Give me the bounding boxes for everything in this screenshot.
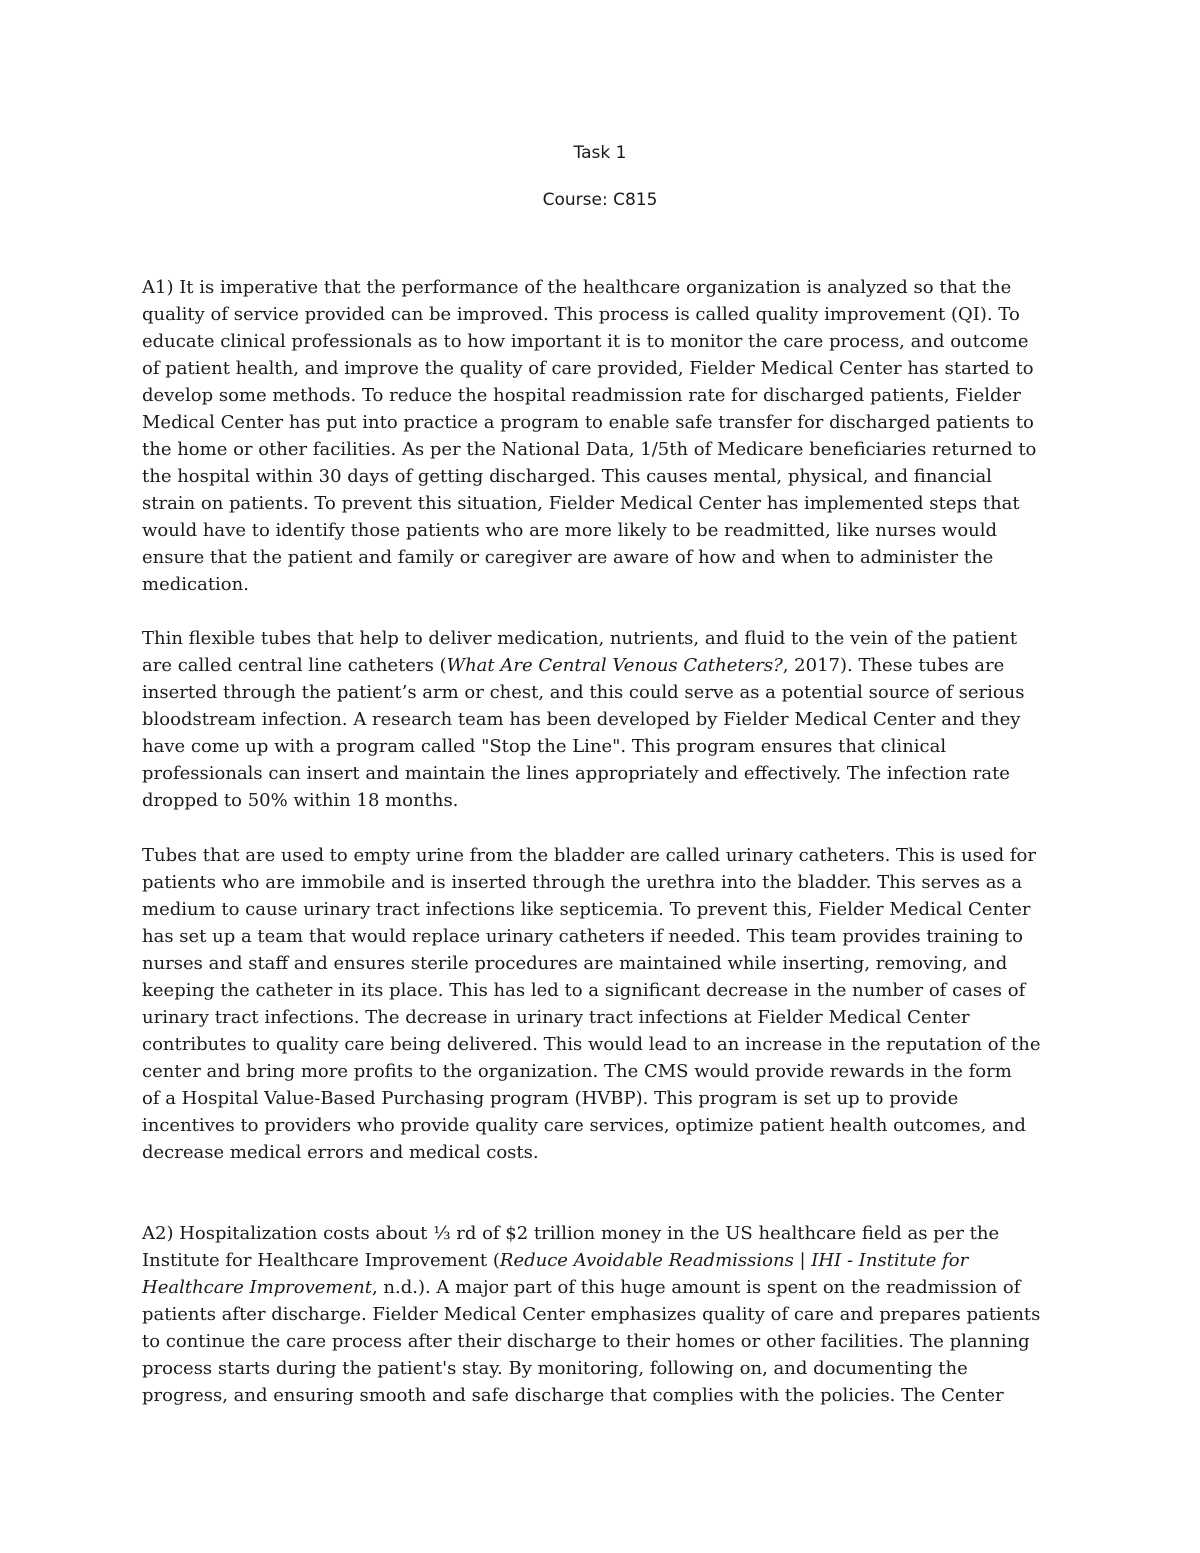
section-a1: [142, 274, 1062, 598]
course-label: Course: C815: [542, 190, 658, 210]
paragraph-a2: [142, 1220, 1062, 1409]
citation-title: Reduce Avoidable Readmissions | IHI - Institute for Healthcare Improvement: [142, 1250, 969, 1298]
paragraph-text: , n.d.). A major part of this huge amount is spent on the readmission of patients after discharge. Fielder Medical Center emphasizes quality of care and prepares patients to continue the care process after their discharge to their homes or other facilities. The planning process starts during the patient's stay. By monitoring, following on, and documenting the progress, and ensuring smooth and safe discharge that complies with the policies. The Center: [142, 1277, 1041, 1406]
section-a2: [142, 1220, 1062, 1409]
citation-title: What Are Central Venous Catheters?: [446, 655, 783, 676]
paragraph-text: Thin flexible tubes that help to deliver medication, nutrients, and fluid to the vein of the patient are called central line catheters (: [142, 628, 1018, 676]
section-urinary-catheters: [142, 842, 1062, 1166]
paragraph-urinary-catheters: Tubes that are used to empty urine from the bladder are called urinary catheters. This is used for patients who are immobile and is inserted through the urethra into the bladder. This serves as a medium to cause urinary tract infections like septicemia. To prevent this, Fielder Medical Center has set up a team that would replace urinary catheters if needed. This team provides training to nurses and staff and ensures sterile procedures are maintained while inserting, removing, and keeping the catheter in its place. This has led to a significant decrease in the number of cases of urinary tract infections. The decrease in urinary tract infections at Fielder Medical Center contributes to quality care being delivered. This would lead to an increase in the reputation of the center and bring more profits to the organization. The CMS would provide rewards in the form of a Hospital Value-Based Purchasing program (HVBP). This program is set up to provide incentives to providers who provide quality care services, optimize patient health outcomes, and decrease medical errors and medical costs.: [142, 845, 1041, 1163]
paragraph-text: , 2017). These tubes are inserted through the patient’s arm or chest, and this could serve as a potential source of serious bloodstream infection. A research team has been developed by Fielder Medical Center and they have come up with a program called "Stop the Line". This program ensures that clinical professionals can insert and maintain the lines appropriately and effectively. The infection rate dropped to 50% within 18 months.: [142, 655, 1025, 811]
paragraph-text: A2) Hospitalization costs about ⅓ rd of $2 trillion money in the US healthcare field as per the Institute for Healthcare Improvement (: [142, 1223, 1000, 1271]
document-title: Task 1: [573, 143, 627, 163]
paragraph-a1: A1) It is imperative that the performance of the healthcare organization is analyzed so that the quality of service provided can be improved. This process is called quality improvement (QI). To educate clinical professionals as to how important it is to monitor the care process, and outcome of patient health, and improve the quality of care provided, Fielder Medical Center has started to develop some methods. To reduce the hospital readmission rate for discharged patients, Fielder Medical Center has put into practice a program to enable safe transfer for discharged patients to the home or other facilities. As per the National Data, 1/5th of Medicare beneficiaries returned to the hospital within 30 days of getting discharged. This causes mental, physical, and financial strain on patients. To prevent this situation, Fielder Medical Center has implemented steps that would have to identify those patients who are more likely to be readmitted, like nurses would ensure that the patient and family or caregiver are aware of how and when to administer the medication.: [142, 277, 1037, 595]
section-central-line: [142, 625, 1062, 814]
paragraph-central-line: [142, 625, 1062, 814]
